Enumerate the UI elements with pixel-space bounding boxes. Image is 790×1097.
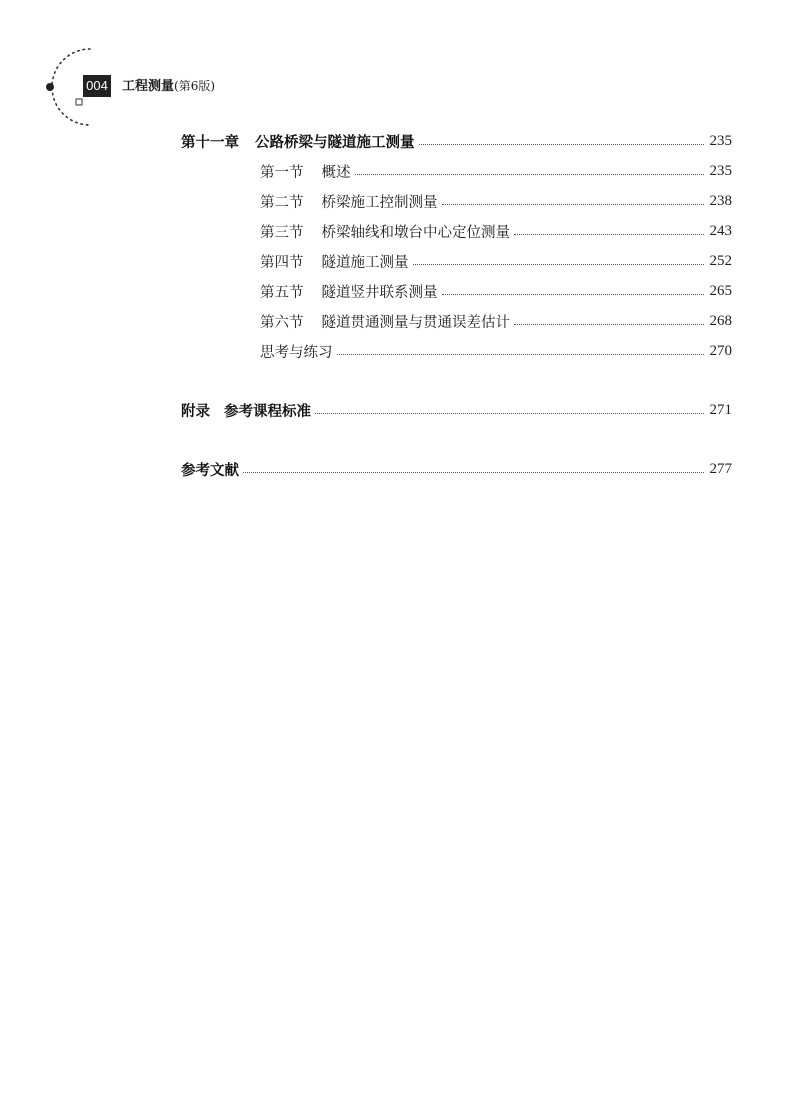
toc-appendix-row[interactable] — [181, 397, 732, 423]
section-page: 252 — [709, 252, 732, 269]
exercises-title: 思考与练习 — [260, 344, 333, 361]
dot-leader — [243, 471, 704, 473]
chapter-title: 公路桥梁与隧道施工测量 — [255, 134, 415, 151]
appendix-title: 参考课程标准 — [224, 403, 311, 420]
section-title: 隧道竖井联系测量 — [321, 284, 438, 301]
section-page: 243 — [709, 222, 732, 239]
dot-leader — [514, 323, 704, 325]
section-number: 第六节 — [260, 314, 304, 331]
chapter-page: 235 — [709, 132, 732, 149]
section-title: 隧道施工测量 — [321, 254, 409, 271]
chapter-number: 第十一章 — [181, 134, 239, 151]
dot-leader — [442, 203, 704, 205]
section-title: 桥梁轴线和墩台中心定位测量 — [321, 224, 510, 241]
section-page: 238 — [709, 192, 732, 209]
book-edition: (第6版) — [174, 79, 216, 93]
section-title: 隧道贯通测量与贯通误差估计 — [321, 314, 510, 331]
toc-section-row[interactable] — [181, 218, 732, 244]
dot-leader — [413, 263, 704, 265]
section-page: 235 — [709, 162, 732, 179]
appendix-number: 附录 — [181, 403, 210, 420]
section-number: 第二节 — [260, 194, 304, 211]
dot-leader — [514, 233, 704, 235]
appendix-page: 271 — [709, 401, 732, 418]
page-number: 004 — [83, 75, 111, 97]
toc-section-row[interactable] — [181, 278, 732, 304]
dot-leader — [315, 412, 704, 414]
book-title — [122, 77, 215, 96]
section-page: 268 — [709, 312, 732, 329]
section-number: 第五节 — [260, 284, 304, 301]
dot-leader — [355, 173, 704, 175]
toc-references-row[interactable] — [181, 456, 732, 482]
section-number: 第三节 — [260, 224, 304, 241]
toc-section-row[interactable] — [181, 308, 732, 334]
toc-exercises-row[interactable] — [181, 338, 732, 364]
toc-section-row[interactable] — [181, 188, 732, 214]
dot-leader — [442, 293, 704, 295]
toc-chapter-row[interactable] — [181, 128, 732, 154]
toc-section-row[interactable] — [181, 248, 732, 274]
section-number: 第四节 — [260, 254, 304, 271]
decorative-arc-icon — [0, 0, 130, 130]
references-page: 277 — [709, 460, 732, 477]
dot-leader — [337, 353, 704, 355]
section-page: 265 — [709, 282, 732, 299]
references-title: 参考文献 — [181, 462, 239, 479]
section-title: 桥梁施工控制测量 — [321, 194, 438, 211]
book-title-text: 工程测量 — [122, 79, 175, 94]
section-number: 第一节 — [260, 164, 304, 181]
section-title: 概述 — [321, 164, 351, 181]
dot-leader — [419, 143, 704, 145]
toc-section-row[interactable] — [181, 158, 732, 184]
running-header — [0, 0, 300, 130]
exercises-page: 270 — [709, 342, 732, 359]
